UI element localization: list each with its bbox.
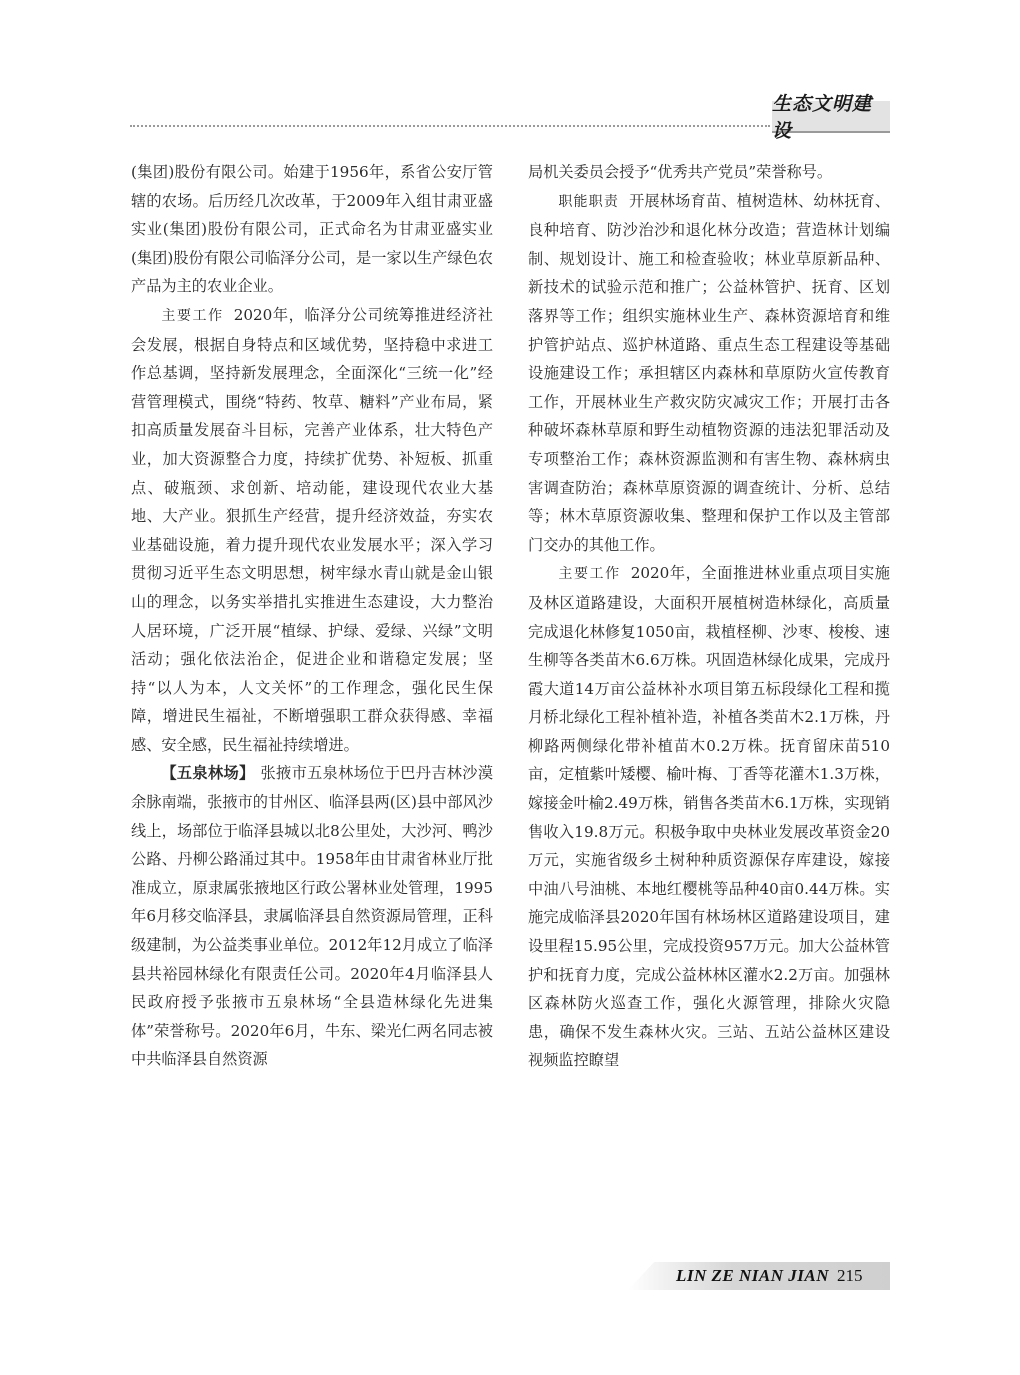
paragraph-lead: 主要工作 bbox=[558, 566, 621, 583]
footer bbox=[676, 1265, 863, 1287]
paragraph bbox=[528, 559, 890, 1075]
page-number: 215 bbox=[837, 1266, 863, 1285]
paragraph-body: 开展林场育苗、植树造林、幼林抚育、良种培育、防沙治沙和退化林分改造；营造林计划编制、规划设计、施工和检查验收；林业草原新品种、新技术的试验示范和推广；公益林管护、抚育、区划落界等工作；组织实施林业生产、森林资源培育和维护管护站点、巡护林道路、重点生态工程建设等基础设施建设工作；承担辖区内森林和草原防火宣传教育工作，开展林业生产救灾防灾减灾工作；开展打击各种破坏森林草原和野生动植物资源的违法犯罪活动及专项整治工作；森林资源监测和有害生物、森林病虫害调查防治；森林草原资源的调查统计、分析、总结等；林木草原资源收集、整理和保护工作以及主管部门交办的其他工作。 bbox=[528, 191, 891, 554]
paragraph-lead: 主要工作 bbox=[161, 307, 224, 324]
entry-title: 【五泉林场】 bbox=[161, 764, 255, 783]
paragraph bbox=[528, 187, 890, 560]
paragraph-lead: 职能职责 bbox=[558, 193, 620, 210]
paragraph bbox=[131, 759, 493, 1074]
paragraph-body: 2020年，临泽分公司统筹推进经济社会发展，根据自身特点和区域优势，坚持稳中求进工作总基调，坚持新发展理念，全面深化“三统一化”经营管理模式，围绕“特药、牧草、糖料”产业布局，紧扣高质量发展奋斗目标，完善产业体系，壮大特色产业，加大资源整合力度，持续扩优势、补短板、抓重点、破瓶颈、求创新、培动能，建设现代农业大基地、大产业。狠抓生产经营，提升经济效益，夯实农业基础设施，着力提升现代农业发展水平；深入学习贯彻习近平生态文明思想，树牢绿水青山就是金山银山的理念，以务实举措扎实推进生态建设，大力整治人居环境，广泛开展“植绿、护绿、爱绿、兴绿”文明活动；强化依法治企，促进企业和谐稳定发展；坚持“以人为本，人文关怀”的工作理念，强化民生保障，增进民生福祉，不断增强职工群众获得感、幸福感、安全感，民生福祉持续增进。 bbox=[131, 305, 493, 754]
paragraph: (集团)股份有限公司。始建于1956年，系省公安厅管辖的农场。后历经几次改革，于2009年入组甘肃亚盛实业(集团)股份有限公司，正式命名为甘肃亚盛实业(集团)股份有限公司临泽分公司，是一家以生产绿色农产品为主的农业企业。 bbox=[131, 163, 493, 296]
header-dotted-rule bbox=[130, 125, 770, 127]
journal-name: LIN ZE NIAN JIAN bbox=[676, 1266, 829, 1285]
section-title: 生态文明建设 bbox=[772, 101, 890, 133]
right-column bbox=[528, 158, 890, 1075]
paragraph-body: 2020年，全面推进林业重点项目实施及林区道路建设，大面积开展植树造林绿化，高质量完成退化林修复1050亩，栽植柽柳、沙枣、梭梭、速生柳等各类苗木6.6万株。巩固造林绿化成果，完成丹霞大道14万亩公益林补水项目第五标段绿化工程和揽月桥北绿化工程补植补造，补植各类苗木2.1万株，丹柳路两侧绿化带补植苗木0.2万株。抚育留床苗510亩，定植紫叶矮樱、榆叶梅、丁香等花灌木1.3万株，嫁接金叶榆2.49万株，销售各类苗木6.1万株，实现销售收入19.8万元。积极争取中央林业发展改革资金20万元，实施省级乡土树种种质资源保存库建设，嫁接中油八号油桃、本地红樱桃等品种40亩0.44万株。实施完成临泽县2020年国有林场林区道路建设项目，建设里程15.95公里，完成投资957万元。加大公益林管护和抚育力度，完成公益林林区灌水2.2万亩。加强林区森林防火巡查工作，强化火源管理，排除火灾隐患，确保不发生森林火灾。三站、五站公益林区建设视频监控瞭望 bbox=[528, 564, 890, 1070]
paragraph bbox=[131, 301, 493, 760]
paragraph: 局机关委员会授予“优秀共产党员”荣誉称号。 bbox=[528, 163, 833, 181]
left-column bbox=[131, 158, 493, 1074]
paragraph-body: 张掖市五泉林场位于巴丹吉林沙漠余脉南端，张掖市的甘州区、临泽县两(区)县中部风沙线上，场部位于临泽县城以北8公里处，大沙河、鸭沙公路、丹柳公路涌过其中。1958年由甘肃省林业厅批准成立，原隶属张掖地区行政公署林业处管理，1995年6月移交临泽县，隶属临泽县自然资源局管理，正科级建制，为公益类事业单位。2012年12月成立了临泽县共裕园林绿化有限责任公司。2020年4月临泽县人民政府授予张掖市五泉林场“全县造林绿化先进集体”荣誉称号。2020年6月，牛东、梁光仁两名同志被中共临泽县自然资源 bbox=[131, 764, 494, 1069]
